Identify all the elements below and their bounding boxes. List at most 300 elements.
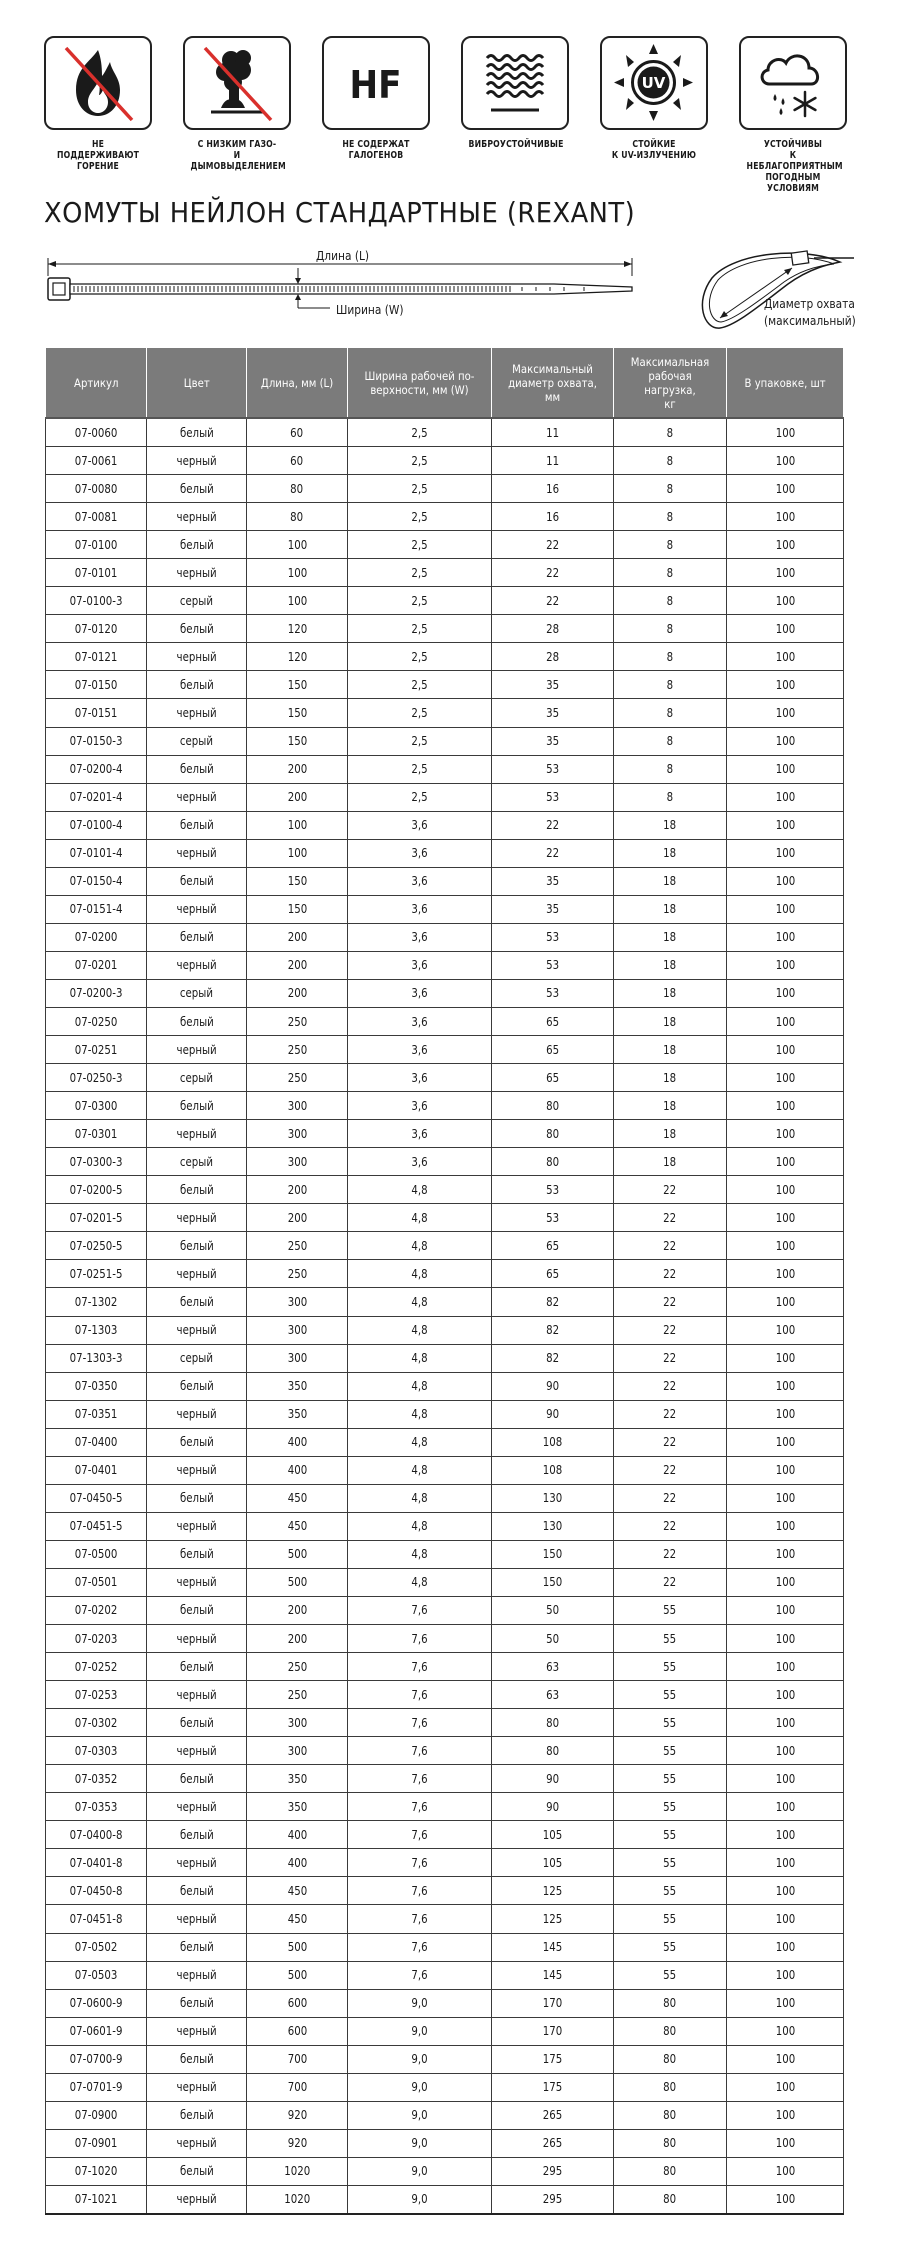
cell-width: 9,0 — [348, 2101, 492, 2129]
cell-color: черный — [147, 1961, 247, 1989]
table-row — [46, 671, 844, 699]
hf-text: HF — [349, 62, 402, 108]
cell-article: 07-0100-3 — [46, 587, 147, 615]
weather-icon — [739, 36, 847, 130]
cell-diameter: 35 — [492, 895, 614, 923]
diameter-sublabel: (максимальный) — [764, 313, 856, 328]
cell-pack: 100 — [727, 783, 844, 811]
cell-color: белый — [147, 1596, 247, 1624]
cell-article: 07-0400-8 — [46, 1821, 147, 1849]
cell-diameter: 170 — [492, 1989, 614, 2017]
cell-pack: 100 — [727, 1765, 844, 1793]
table-row — [46, 1793, 844, 1821]
cell-pack: 100 — [727, 1232, 844, 1260]
cell-length: 350 — [247, 1400, 348, 1428]
cell-pack: 100 — [727, 1653, 844, 1681]
table-row — [46, 418, 844, 447]
cell-pack: 100 — [727, 895, 844, 923]
cell-load: 80 — [614, 2045, 727, 2073]
cell-article: 07-0400 — [46, 1428, 147, 1456]
cell-pack: 100 — [727, 503, 844, 531]
cell-width: 9,0 — [348, 2157, 492, 2185]
cell-pack: 100 — [727, 1260, 844, 1288]
cell-pack: 100 — [727, 615, 844, 643]
cell-width: 4,8 — [348, 1204, 492, 1232]
cell-load: 55 — [614, 1933, 727, 1961]
cell-diameter: 295 — [492, 2185, 614, 2214]
feature-low-smoke — [183, 36, 295, 172]
cell-article: 07-0250-5 — [46, 1232, 147, 1260]
cell-article: 07-0901 — [46, 2129, 147, 2157]
table-row — [46, 1092, 844, 1120]
cell-color: серый — [147, 587, 247, 615]
cell-pack: 100 — [727, 1092, 844, 1120]
cell-width: 2,5 — [348, 643, 492, 671]
cell-article: 07-0601-9 — [46, 2017, 147, 2045]
cell-load: 22 — [614, 1344, 727, 1372]
cell-diameter: 11 — [492, 418, 614, 447]
cell-article: 07-0202 — [46, 1596, 147, 1624]
cell-color: черный — [147, 2185, 247, 2214]
cell-load: 18 — [614, 979, 727, 1007]
uv-sun-icon — [600, 36, 708, 130]
cell-diameter: 130 — [492, 1484, 614, 1512]
cell-load: 22 — [614, 1260, 727, 1288]
cell-pack: 100 — [727, 1568, 844, 1596]
cell-pack: 100 — [727, 2157, 844, 2185]
cell-length: 200 — [247, 923, 348, 951]
table-row — [46, 895, 844, 923]
cell-width: 7,6 — [348, 1625, 492, 1653]
cell-pack: 100 — [727, 2101, 844, 2129]
cell-color: черный — [147, 699, 247, 727]
table-row — [46, 1232, 844, 1260]
cell-length: 250 — [247, 1260, 348, 1288]
cell-article: 07-0250 — [46, 1007, 147, 1035]
cell-pack: 100 — [727, 643, 844, 671]
cell-width: 4,8 — [348, 1540, 492, 1568]
cell-pack: 100 — [727, 1596, 844, 1624]
table-row — [46, 1176, 844, 1204]
cell-pack: 100 — [727, 1400, 844, 1428]
cell-load: 18 — [614, 1148, 727, 1176]
cell-width: 4,8 — [348, 1288, 492, 1316]
cell-color: белый — [147, 1428, 247, 1456]
cell-color: белый — [147, 1288, 247, 1316]
cell-diameter: 53 — [492, 783, 614, 811]
cell-diameter: 53 — [492, 1176, 614, 1204]
cell-article: 07-0501 — [46, 1568, 147, 1596]
cell-width: 4,8 — [348, 1400, 492, 1428]
cell-width: 7,6 — [348, 1933, 492, 1961]
cell-width: 7,6 — [348, 1793, 492, 1821]
cell-color: серый — [147, 1344, 247, 1372]
cell-length: 300 — [247, 1316, 348, 1344]
cell-load: 18 — [614, 1036, 727, 1064]
cell-diameter: 28 — [492, 643, 614, 671]
cell-pack: 100 — [727, 1316, 844, 1344]
cell-length: 400 — [247, 1456, 348, 1484]
cell-load: 8 — [614, 671, 727, 699]
cell-color: черный — [147, 1793, 247, 1821]
cell-article: 07-0200-3 — [46, 979, 147, 1007]
cell-pack: 100 — [727, 1428, 844, 1456]
cell-color: белый — [147, 811, 247, 839]
cell-pack: 100 — [727, 1961, 844, 1989]
cell-color: черный — [147, 2017, 247, 2045]
cell-article: 07-0252 — [46, 1653, 147, 1681]
cell-pack: 100 — [727, 1512, 844, 1540]
cell-article: 07-0350 — [46, 1372, 147, 1400]
cell-diameter: 90 — [492, 1372, 614, 1400]
cell-color: черный — [147, 1260, 247, 1288]
cell-length: 100 — [247, 839, 348, 867]
cell-width: 7,6 — [348, 1681, 492, 1709]
cell-length: 450 — [247, 1905, 348, 1933]
table-row — [46, 1288, 844, 1316]
cell-load: 8 — [614, 559, 727, 587]
cell-article: 07-0080 — [46, 475, 147, 503]
cell-color: черный — [147, 1681, 247, 1709]
cell-pack: 100 — [727, 1849, 844, 1877]
cell-load: 80 — [614, 2073, 727, 2101]
cell-article: 07-0401-8 — [46, 1849, 147, 1877]
cell-color: черный — [147, 503, 247, 531]
cell-diameter: 80 — [492, 1709, 614, 1737]
cell-color: черный — [147, 1568, 247, 1596]
cell-pack: 100 — [727, 1681, 844, 1709]
cell-length: 500 — [247, 1961, 348, 1989]
cell-color: белый — [147, 1933, 247, 1961]
table-row — [46, 1625, 844, 1653]
no-fire-icon — [44, 36, 152, 130]
cell-color: белый — [147, 1232, 247, 1260]
cell-length: 200 — [247, 951, 348, 979]
table-row — [46, 755, 844, 783]
cell-pack: 100 — [727, 2073, 844, 2101]
cell-length: 200 — [247, 1596, 348, 1624]
cell-length: 500 — [247, 1540, 348, 1568]
cell-length: 300 — [247, 1092, 348, 1120]
cell-article: 07-0061 — [46, 447, 147, 475]
cell-length: 300 — [247, 1288, 348, 1316]
cell-length: 1020 — [247, 2157, 348, 2185]
cell-load: 8 — [614, 587, 727, 615]
cell-article: 07-0300-3 — [46, 1148, 147, 1176]
table-row — [46, 503, 844, 531]
col-header-width: Ширина рабочей по- верхности, мм (W) — [348, 348, 492, 419]
table-row — [46, 951, 844, 979]
cell-article: 07-0251 — [46, 1036, 147, 1064]
table-row — [46, 2017, 844, 2045]
cell-load: 8 — [614, 418, 727, 447]
table-header-row — [46, 348, 844, 419]
cell-width: 7,6 — [348, 1765, 492, 1793]
cell-pack: 100 — [727, 1288, 844, 1316]
cell-width: 4,8 — [348, 1512, 492, 1540]
cell-article: 07-0502 — [46, 1933, 147, 1961]
table-row — [46, 1681, 844, 1709]
cell-load: 18 — [614, 895, 727, 923]
cell-width: 3,6 — [348, 951, 492, 979]
cell-diameter: 108 — [492, 1428, 614, 1456]
cell-width: 4,8 — [348, 1484, 492, 1512]
table-row — [46, 1709, 844, 1737]
cell-pack: 100 — [727, 447, 844, 475]
cell-load: 55 — [614, 1793, 727, 1821]
cell-diameter: 105 — [492, 1821, 614, 1849]
cell-pack: 100 — [727, 1905, 844, 1933]
cell-diameter: 82 — [492, 1288, 614, 1316]
cell-article: 07-0303 — [46, 1737, 147, 1765]
feature-caption: ВИБРОУСТОЙЧИВЫЕ — [468, 139, 564, 150]
cell-width: 9,0 — [348, 2129, 492, 2157]
cell-length: 100 — [247, 587, 348, 615]
cell-color: черный — [147, 559, 247, 587]
cell-color: белый — [147, 2157, 247, 2185]
cell-pack: 100 — [727, 1456, 844, 1484]
cell-article: 07-0451-8 — [46, 1905, 147, 1933]
cell-width: 2,5 — [348, 783, 492, 811]
table-row — [46, 1148, 844, 1176]
cell-load: 55 — [614, 1653, 727, 1681]
cell-pack: 100 — [727, 2129, 844, 2157]
cell-color: белый — [147, 475, 247, 503]
cell-load: 8 — [614, 643, 727, 671]
cell-pack: 100 — [727, 531, 844, 559]
cell-length: 350 — [247, 1793, 348, 1821]
cell-color: белый — [147, 1709, 247, 1737]
cell-article: 07-0353 — [46, 1793, 147, 1821]
cell-length: 350 — [247, 1372, 348, 1400]
uv-text: UV — [641, 74, 666, 92]
cell-color: белый — [147, 1372, 247, 1400]
cell-width: 3,6 — [348, 923, 492, 951]
cell-load: 8 — [614, 475, 727, 503]
cell-width: 2,5 — [348, 615, 492, 643]
cell-load: 22 — [614, 1204, 727, 1232]
cell-color: черный — [147, 2129, 247, 2157]
table-row — [46, 559, 844, 587]
cell-article: 07-1020 — [46, 2157, 147, 2185]
cell-length: 200 — [247, 1625, 348, 1653]
cell-length: 300 — [247, 1120, 348, 1148]
cell-color: белый — [147, 615, 247, 643]
cell-article: 07-0200-5 — [46, 1176, 147, 1204]
cell-article: 07-0100 — [46, 531, 147, 559]
cell-diameter: 65 — [492, 1036, 614, 1064]
cell-length: 200 — [247, 979, 348, 1007]
cell-article: 07-0150 — [46, 671, 147, 699]
cell-width: 4,8 — [348, 1456, 492, 1484]
cell-width: 4,8 — [348, 1232, 492, 1260]
cell-width: 7,6 — [348, 1596, 492, 1624]
cell-load: 22 — [614, 1568, 727, 1596]
cell-color: белый — [147, 755, 247, 783]
cell-pack: 100 — [727, 1737, 844, 1765]
cell-color: белый — [147, 867, 247, 895]
cable-tie-drawing — [44, 238, 856, 338]
cell-article: 07-0450-8 — [46, 1877, 147, 1905]
cell-pack: 100 — [727, 1484, 844, 1512]
cell-width: 3,6 — [348, 839, 492, 867]
cell-pack: 100 — [727, 671, 844, 699]
table-row — [46, 2101, 844, 2129]
cell-load: 22 — [614, 1456, 727, 1484]
cell-pack: 100 — [727, 1540, 844, 1568]
cell-width: 3,6 — [348, 1064, 492, 1092]
cell-width: 9,0 — [348, 2185, 492, 2214]
cell-article: 07-0081 — [46, 503, 147, 531]
cell-article: 07-0302 — [46, 1709, 147, 1737]
feature-uv — [600, 36, 712, 161]
cell-diameter: 63 — [492, 1653, 614, 1681]
cell-width: 2,5 — [348, 587, 492, 615]
table-row — [46, 1821, 844, 1849]
feature-caption: СТОЙКИЕ К UV-ИЗЛУЧЕНИЮ — [611, 139, 697, 161]
cell-width: 4,8 — [348, 1428, 492, 1456]
cell-color: белый — [147, 1484, 247, 1512]
cell-pack: 100 — [727, 755, 844, 783]
cell-article: 07-0700-9 — [46, 2045, 147, 2073]
cell-load: 80 — [614, 2129, 727, 2157]
cell-color: белый — [147, 1540, 247, 1568]
table-row — [46, 531, 844, 559]
cell-color: черный — [147, 1036, 247, 1064]
cell-length: 700 — [247, 2073, 348, 2101]
col-header-load: Максимальная рабочая нагрузка, кг — [614, 348, 727, 419]
table-row — [46, 587, 844, 615]
cell-length: 250 — [247, 1232, 348, 1260]
cell-width: 2,5 — [348, 503, 492, 531]
table-row — [46, 979, 844, 1007]
cell-diameter: 80 — [492, 1148, 614, 1176]
cell-article: 07-0120 — [46, 615, 147, 643]
cell-pack: 100 — [727, 1064, 844, 1092]
cell-color: черный — [147, 839, 247, 867]
cell-diameter: 150 — [492, 1568, 614, 1596]
cell-load: 22 — [614, 1428, 727, 1456]
cell-length: 400 — [247, 1849, 348, 1877]
cell-length: 200 — [247, 783, 348, 811]
cell-load: 55 — [614, 1709, 727, 1737]
cell-length: 100 — [247, 559, 348, 587]
cell-pack: 100 — [727, 951, 844, 979]
cell-pack: 100 — [727, 1933, 844, 1961]
cell-article: 07-0451-5 — [46, 1512, 147, 1540]
feature-caption: НЕ ПОДДЕРЖИВАЮТ ГОРЕНИЕ — [56, 139, 140, 172]
cell-length: 400 — [247, 1428, 348, 1456]
cell-width: 3,6 — [348, 1036, 492, 1064]
table-row — [46, 1961, 844, 1989]
cell-diameter: 53 — [492, 951, 614, 979]
table-row — [46, 1737, 844, 1765]
cell-color: серый — [147, 727, 247, 755]
cell-width: 7,6 — [348, 1905, 492, 1933]
cell-diameter: 125 — [492, 1905, 614, 1933]
cell-diameter: 108 — [492, 1456, 614, 1484]
cell-width: 3,6 — [348, 1092, 492, 1120]
table-row — [46, 1765, 844, 1793]
cell-width: 4,8 — [348, 1176, 492, 1204]
cell-load: 8 — [614, 531, 727, 559]
cell-diameter: 22 — [492, 559, 614, 587]
cell-color: черный — [147, 1316, 247, 1344]
cell-width: 2,5 — [348, 559, 492, 587]
table-row — [46, 783, 844, 811]
cell-color: серый — [147, 1148, 247, 1176]
cell-color: белый — [147, 1007, 247, 1035]
cell-pack: 100 — [727, 1036, 844, 1064]
cell-article: 07-1021 — [46, 2185, 147, 2214]
cell-pack: 100 — [727, 923, 844, 951]
cell-pack: 100 — [727, 1372, 844, 1400]
cell-load: 55 — [614, 1681, 727, 1709]
table-row — [46, 1007, 844, 1035]
cell-diameter: 265 — [492, 2101, 614, 2129]
cell-width: 7,6 — [348, 1821, 492, 1849]
table-row — [46, 1036, 844, 1064]
cell-length: 150 — [247, 867, 348, 895]
cell-width: 3,6 — [348, 867, 492, 895]
feature-halogen-free — [322, 36, 434, 161]
table-row — [46, 475, 844, 503]
cell-length: 200 — [247, 1204, 348, 1232]
cell-pack: 100 — [727, 1877, 844, 1905]
cell-article: 07-0101-4 — [46, 839, 147, 867]
cell-load: 8 — [614, 503, 727, 531]
cell-load: 22 — [614, 1288, 727, 1316]
cell-load: 18 — [614, 1120, 727, 1148]
cell-diameter: 35 — [492, 699, 614, 727]
table-row — [46, 811, 844, 839]
cell-diameter: 295 — [492, 2157, 614, 2185]
table-row — [46, 1120, 844, 1148]
cell-load: 55 — [614, 1625, 727, 1653]
table-row — [46, 867, 844, 895]
width-label: Ширина (W) — [336, 302, 404, 317]
cell-width: 2,5 — [348, 475, 492, 503]
cell-diameter: 35 — [492, 671, 614, 699]
feature-weather — [739, 36, 851, 194]
cell-width: 2,5 — [348, 447, 492, 475]
cell-width: 3,6 — [348, 979, 492, 1007]
cell-length: 300 — [247, 1344, 348, 1372]
cell-article: 07-0060 — [46, 418, 147, 447]
cell-article: 07-0352 — [46, 1765, 147, 1793]
cell-article: 07-0201-5 — [46, 1204, 147, 1232]
cell-width: 7,6 — [348, 1849, 492, 1877]
feature-vibration — [461, 36, 573, 150]
cell-pack: 100 — [727, 1821, 844, 1849]
cell-load: 22 — [614, 1540, 727, 1568]
cell-length: 500 — [247, 1568, 348, 1596]
cell-article: 07-0200 — [46, 923, 147, 951]
cell-width: 7,6 — [348, 1653, 492, 1681]
cell-load: 80 — [614, 2017, 727, 2045]
cell-length: 80 — [247, 503, 348, 531]
cell-diameter: 170 — [492, 2017, 614, 2045]
cell-load: 18 — [614, 1092, 727, 1120]
table-row — [46, 1568, 844, 1596]
cell-length: 450 — [247, 1512, 348, 1540]
cell-pack: 100 — [727, 475, 844, 503]
cell-load: 55 — [614, 1849, 727, 1877]
cell-length: 80 — [247, 475, 348, 503]
cell-color: белый — [147, 1092, 247, 1120]
cell-article: 07-1302 — [46, 1288, 147, 1316]
cell-article: 07-0251-5 — [46, 1260, 147, 1288]
